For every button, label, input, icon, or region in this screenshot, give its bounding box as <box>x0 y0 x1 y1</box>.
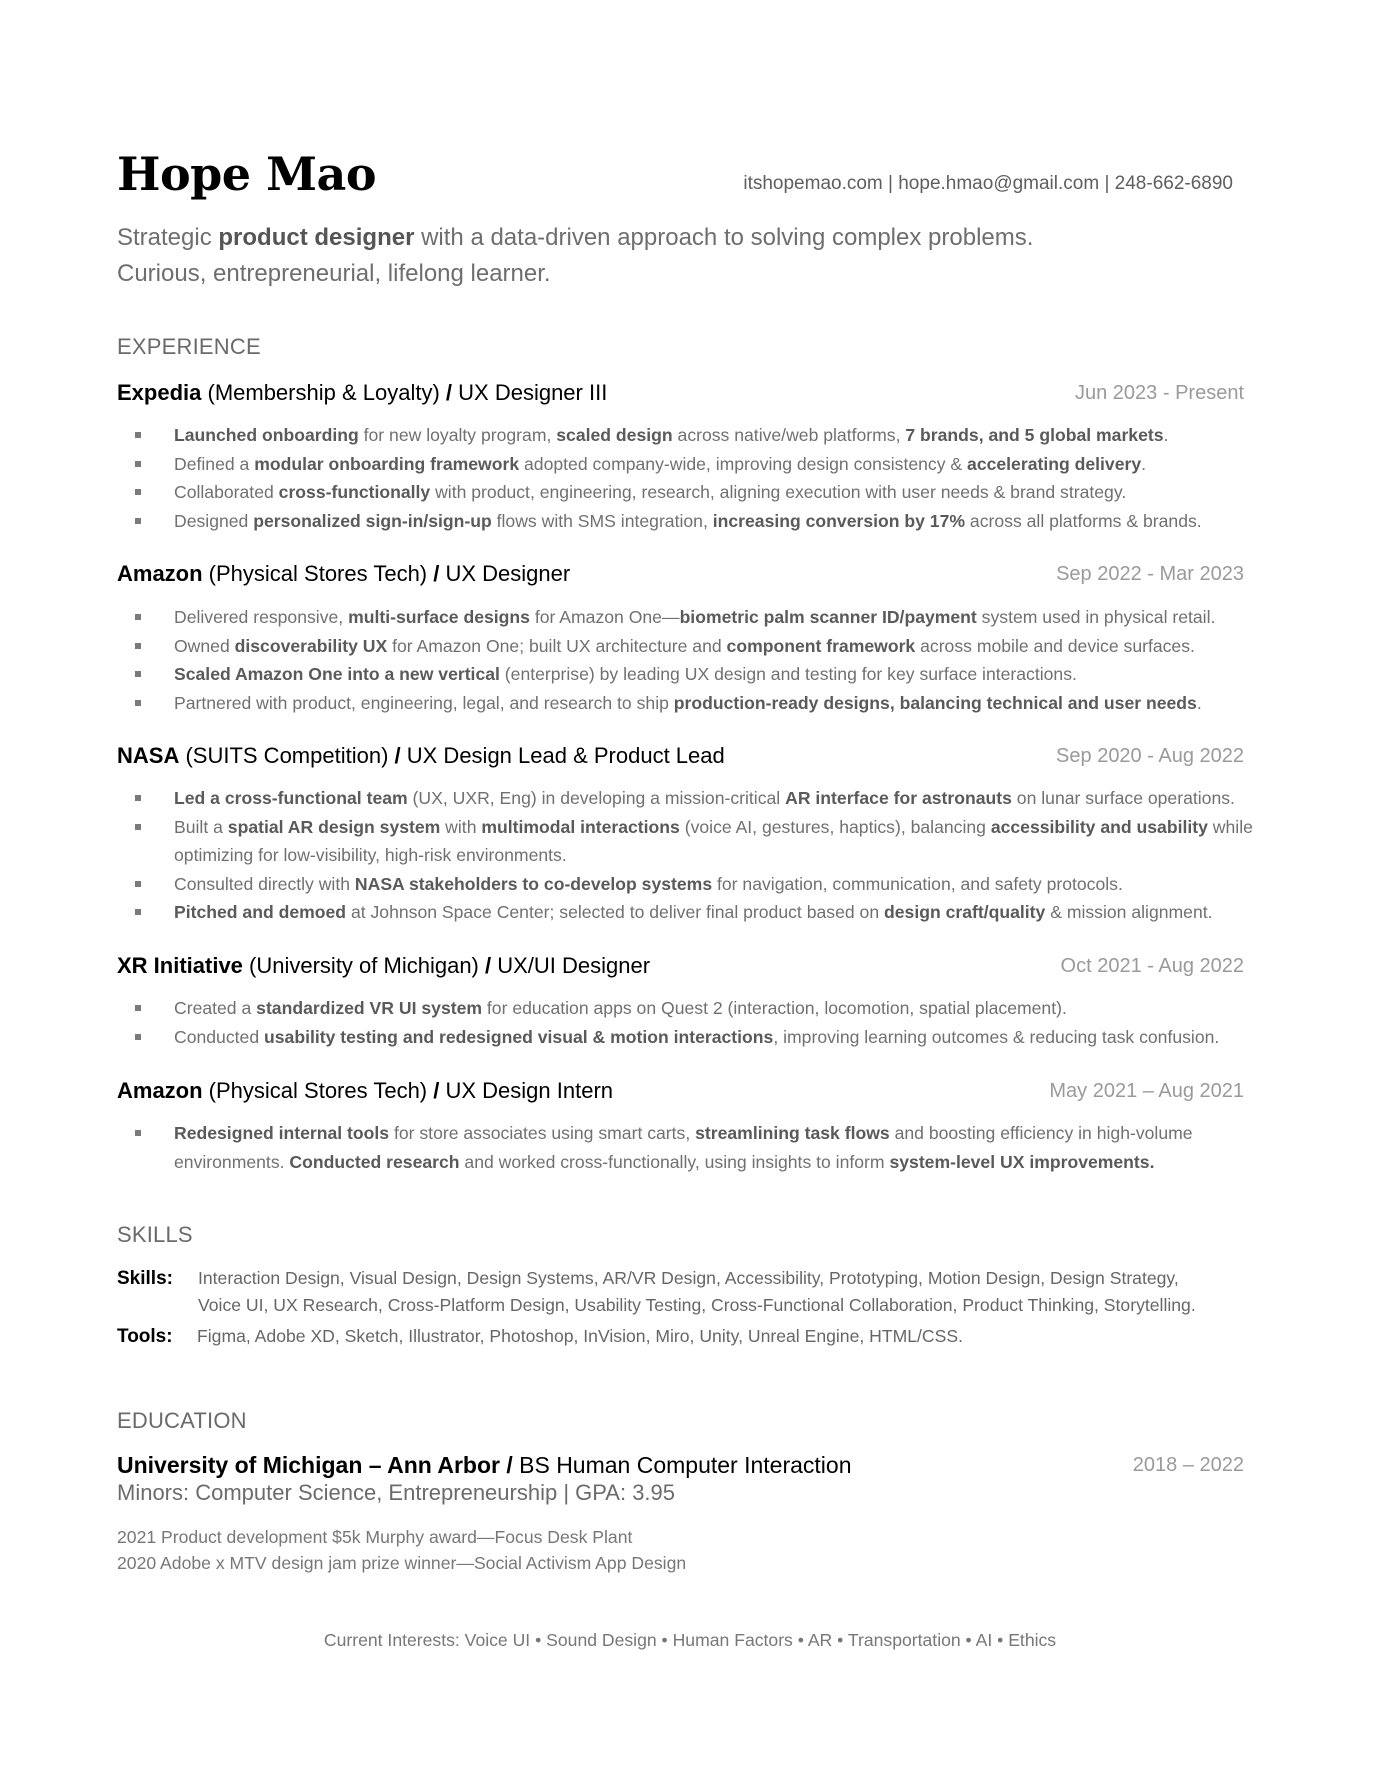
job-bullets <box>117 784 1257 927</box>
award-item: 2020 Adobe x MTV design jam prize winner—Social Activism App Design <box>117 1553 687 1573</box>
job-title: Amazon (Physical Stores Tech) / UX Designer <box>117 561 571 586</box>
bullet-item: Consulted directly with NASA stakeholders to co-develop systems for navigation, communication, and safety protocols. <box>117 870 1257 899</box>
tagline-line-2: Curious, entrepreneurial, lifelong learner. <box>117 260 551 287</box>
contact-info: itshopemao.com | hope.hmao@gmail.com | 248-662-6890 <box>743 173 1233 194</box>
job-bullets <box>117 1119 1257 1176</box>
bullet-item: Pitched and demoed at Johnson Space Center; selected to deliver final product based on design craft/quality & mission alignment. <box>117 898 1257 927</box>
bullet-item: Created a standardized VR UI system for education apps on Quest 2 (interaction, locomotion, spatial placement). <box>117 994 1257 1023</box>
skills-label: Skills: <box>117 1268 173 1289</box>
section-heading-education: EDUCATION <box>117 1408 247 1433</box>
bullet-item: Defined a modular onboarding framework adopted company-wide, improving design consistency & accelerating delivery. <box>117 450 1257 479</box>
section-heading-skills: SKILLS <box>117 1222 193 1247</box>
bullet-item: Launched onboarding for new loyalty program, scaled design across native/web platforms, 7 brands, and 5 global markets. <box>117 421 1257 450</box>
job-header <box>117 378 1244 408</box>
education-minors: Minors: Computer Science, Entrepreneurship | GPA: 3.95 <box>117 1480 676 1505</box>
job-bullets <box>117 603 1257 717</box>
job-title: XR Initiative (University of Michigan) / UX/UI Designer <box>117 953 651 978</box>
bullet-item: Built a spatial AR design system with multimodal interactions (voice AI, gestures, haptics), balancing accessibility and usability while optimizing for low-visibility, high-risk environments. <box>117 813 1257 870</box>
job-title: Amazon (Physical Stores Tech) / UX Design Intern <box>117 1078 614 1103</box>
tagline-line-1: Strategic product designer with a data-driven approach to solving complex problems. <box>117 224 1034 251</box>
job-header <box>117 1076 1244 1106</box>
job-dates: May 2021 – Aug 2021 <box>1049 1080 1244 1102</box>
job-bullets <box>117 421 1257 535</box>
bullet-item: Designed personalized sign-in/sign-up flows with SMS integration, increasing conversion by 17% across all platforms & brands. <box>117 507 1257 536</box>
job-title: NASA (SUITS Competition) / UX Design Lead & Product Lead <box>117 743 725 768</box>
current-interests: Current Interests: Voice UI • Sound Design • Human Factors • AR • Transportation • AI • Ethics <box>323 1630 1057 1650</box>
tools-label: Tools: <box>117 1326 173 1347</box>
tagline <box>117 220 1033 292</box>
tools-row <box>117 1323 1257 1350</box>
job-header <box>117 741 1244 771</box>
education-title: University of Michigan – Ann Arbor / BS Human Computer Interaction <box>117 1452 852 1478</box>
tools-list: Figma, Adobe XD, Sketch, Illustrator, Photoshop, InVision, Miro, Unity, Unreal Engine, HTML/CSS. <box>197 1326 963 1346</box>
section-heading-experience: EXPERIENCE <box>117 334 261 359</box>
skills-row <box>117 1265 1257 1319</box>
bullet-item: Conducted usability testing and redesigned visual & motion interactions, improving learning outcomes & reducing task confusion. <box>117 1023 1257 1052</box>
education-dates: 2018 – 2022 <box>1132 1454 1244 1476</box>
job-dates: Sep 2022 - Mar 2023 <box>1056 563 1244 585</box>
bullet-item: Redesigned internal tools for store associates using smart carts, streamlining task flows and boosting efficiency in high-volume environments. Conducted research and worked cross-functionally, using insights to inform system-level UX improvements. <box>117 1119 1257 1176</box>
award-item: 2021 Product development $5k Murphy award—Focus Desk Plant <box>117 1527 633 1547</box>
bullet-item: Led a cross-functional team (UX, UXR, Eng) in developing a mission-critical AR interface for astronauts on lunar surface operations. <box>117 784 1257 813</box>
job-dates: Jun 2023 - Present <box>1075 382 1244 404</box>
bullet-item: Owned discoverability UX for Amazon One; built UX architecture and component framework across mobile and device surfaces. <box>117 632 1257 661</box>
education-header <box>117 1449 1244 1481</box>
job-dates: Oct 2021 - Aug 2022 <box>1060 955 1244 977</box>
bullet-item: Collaborated cross-functionally with product, engineering, research, aligning execution with user needs & brand strategy. <box>117 478 1257 507</box>
job-dates: Sep 2020 - Aug 2022 <box>1056 745 1244 767</box>
bullet-item: Scaled Amazon One into a new vertical (enterprise) by leading UX design and testing for key surface interactions. <box>117 660 1257 689</box>
skills-list-line-1: Interaction Design, Visual Design, Design Systems, AR/VR Design, Accessibility, Prototyping, Motion Design, Design Strategy, <box>198 1268 1179 1288</box>
job-bullets <box>117 994 1257 1051</box>
bullet-item: Partnered with product, engineering, legal, and research to ship production-ready designs, balancing technical and user needs. <box>117 689 1257 718</box>
job-header <box>117 559 1244 589</box>
job-header <box>117 951 1244 981</box>
bullet-item: Delivered responsive, multi-surface designs for Amazon One—biometric palm scanner ID/payment system used in physical retail. <box>117 603 1257 632</box>
job-title: Expedia (Membership & Loyalty) / UX Designer III <box>117 380 608 405</box>
candidate-name: Hope Mao <box>117 147 376 201</box>
skills-list-line-2: Voice UI, UX Research, Cross-Platform Design, Usability Testing, Cross-Functional Collaboration, Product Thinking, Storytelling. <box>198 1295 1196 1315</box>
